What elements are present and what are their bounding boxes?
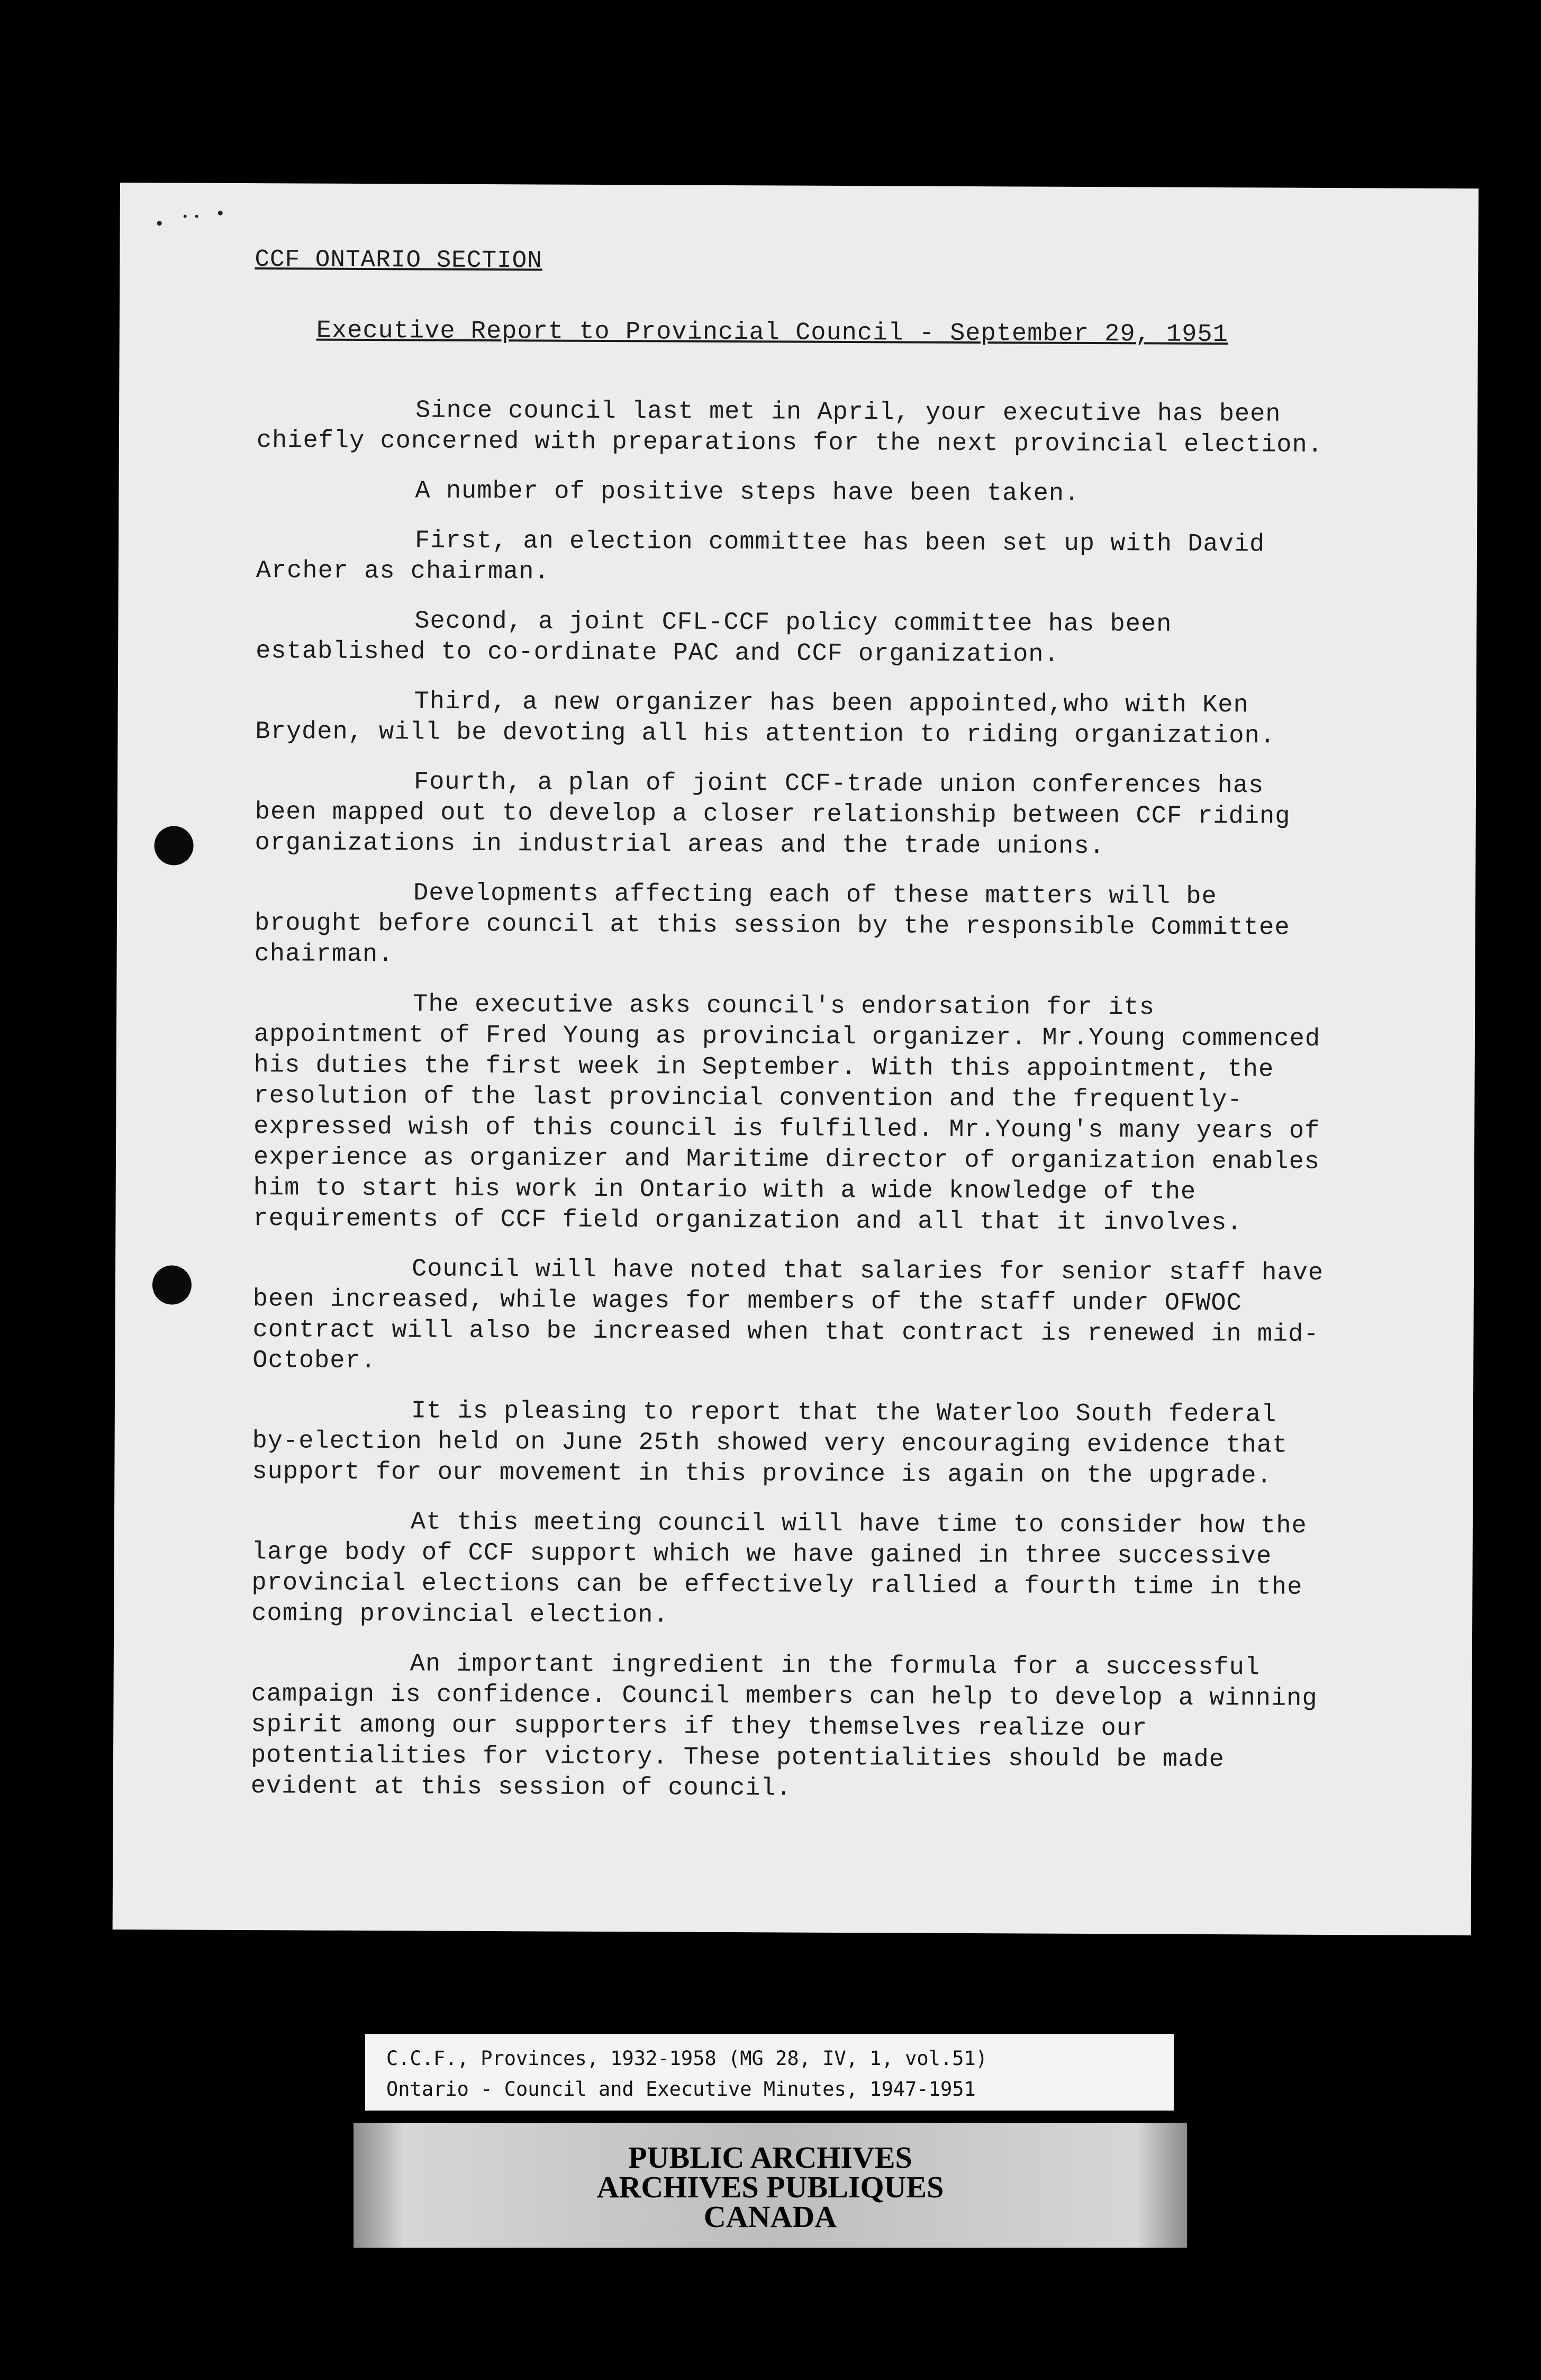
archive-reference-label bbox=[365, 2034, 1174, 2111]
report-body bbox=[250, 395, 1331, 1826]
document-page bbox=[113, 183, 1479, 1935]
corner-dots bbox=[157, 209, 237, 231]
report-paragraph: A number of positive steps have been taken. bbox=[415, 477, 1080, 508]
report-title: Executive Report to Provincial Council - September 29, 1951 bbox=[316, 317, 1228, 349]
stamp-line-2: ARCHIVES PUBLIQUES bbox=[596, 2170, 944, 2204]
report-paragraph: At this meeting council will have time to consider how the large body of CCF support which we have gained in three successive provincial elections can be effectively rallied a fourth time in the coming provincial election. bbox=[251, 1508, 1307, 1630]
punch-hole-bottom bbox=[152, 1265, 192, 1304]
stamp-line-1: PUBLIC ARCHIVES bbox=[628, 2140, 912, 2175]
report-paragraph: Third, a new organizer has been appointed,who with Ken Bryden, will be devoting all his attention to riding organization. bbox=[255, 688, 1276, 751]
punch-hole-top bbox=[154, 826, 193, 865]
report-paragraph: Since council last met in April, your executive has been chiefly concerned with preparations for the next provincial election. bbox=[256, 396, 1324, 459]
archive-reference-line-2: Ontario - Council and Executive Minutes, 1947-1951 bbox=[386, 2078, 976, 2100]
section-heading: CCF ONTARIO SECTION bbox=[255, 246, 542, 275]
report-paragraph: An important ingredient in the formula for a successful campaign is confidence. Council members can help to develop a winning spirit among our supporters if they themselves realize our potentialities for victory. These potentialities should be made evident at this session of council. bbox=[250, 1650, 1318, 1803]
report-paragraph: Council will have noted that salaries for senior staff have been increased, while wages for members of the staff under OFWOC contract will also be increased when that contract is renewed in mid-October. bbox=[252, 1255, 1324, 1376]
report-paragraph: Second, a joint CFL-CCF policy committee has been established to co-ordinate PAC and CCF organization. bbox=[256, 607, 1172, 669]
stamp-line-3: CANADA bbox=[703, 2199, 837, 2234]
report-paragraph: The executive asks council's endorsation for its appointment of Fred Young as provincial organizer. Mr.Young commenced his duties the first week in September. With this appointment, the resolution of the last provincial convention and the frequently-expressed wish of this council is fulfilled. Mr.Young's many years of experience as organizer and Maritime director of organization enables him to start his work in Ontario with a wide knowledge of the requirements of CCF field organization and all that it involves. bbox=[253, 990, 1321, 1238]
archive-reference-line-1: C.C.F., Provinces, 1932-1958 (MG 28, IV, 1, vol.51) bbox=[386, 2047, 988, 2070]
report-paragraph: Developments affecting each of these matters will be brought before council at this session by the responsible Committee chairman. bbox=[254, 879, 1290, 969]
report-paragraph: It is pleasing to report that the Waterloo South federal by-election held on June 25th showed very encouraging evidence that support for our movement in this province is again on the upgrade. bbox=[252, 1397, 1288, 1491]
report-paragraph: First, an election committee has been set up with David Archer as chairman. bbox=[256, 527, 1265, 587]
archives-stamp bbox=[353, 2123, 1187, 2248]
report-paragraph: Fourth, a plan of joint CCF-trade union conferences has been mapped out to develop a closer relationship between CCF riding organizations in industrial areas and the trade unions. bbox=[255, 768, 1291, 861]
